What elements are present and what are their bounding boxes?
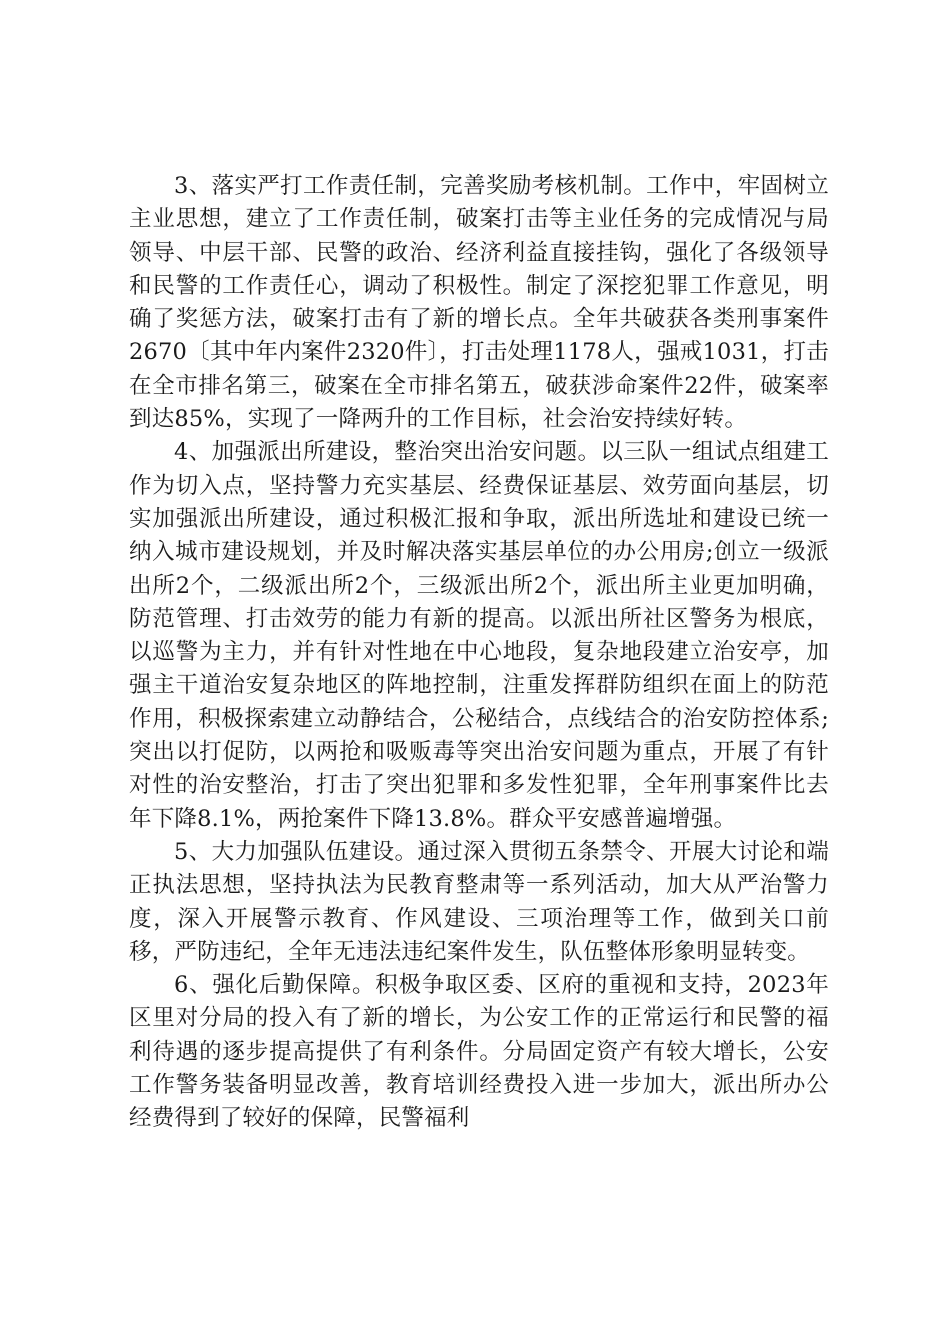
paragraph-5-team-building: 5、大力加强队伍建设。通过深入贯彻五条禁令、开展大讨论和端正执法思想，坚持执法为民教育整肃等一系列活动，加大从严治警力度，深入开展警示教育、作风建设、三项治理等工作，做到关口前移，严防违纪，全年无违法违纪案件发生，队伍整体形象明显转变。 [129,838,829,965]
paragraph-6-logistics-support: 6、强化后勤保障。积极争取区委、区府的重视和支持，2023年区里对分局的投入有了新的增长，为公安工作的正常运行和民警的福利待遇的逐步提高提供了有利条件。分局固定资产有较大增长，公安工作警务装备明显改善，教育培训经费投入进一步加大，派出所办公经费得到了较好的保障，民警福利 [129,972,829,1132]
paragraph-3-strike-responsibility: 3、落实严打工作责任制，完善奖励考核机制。工作中，牢固树立主业思想，建立了工作责任制，破案打击等主业任务的完成情况与局领导、中层干部、民警的政治、经济利益直接挂钩，强化了各级领导和民警的工作责任心，调动了积极性。制定了深挖犯罪工作意见，明确了奖惩方法，破案打击有了新的增长点。全年共破获各类刑事案件2670〔其中年内案件2320件〕，打击处理1178人，强戒1031，打击在全市排名第三，破案在全市排名第五，破获涉命案件22件，破案率到达85%，实现了一降两升的工作目标，社会治安持续好转。 [129,173,829,433]
document-body [129,170,829,1136]
paragraph-4-police-station-building: 4、加强派出所建设，整治突出治安问题。以三队一组试点组建工作为切入点，坚持警力充实基层、经费保证基层、效劳面向基层，切实加强派出所建设，通过积极汇报和争取，派出所选址和建设已统一纳入城市建设规划，并及时解决落实基层单位的办公用房;创立一级派出所2个，二级派出所2个，三级派出所2个，派出所主业更加明确，防范管理、打击效劳的能力有新的提高。以派出所社区警务为根底，以巡警为主力，并有针对性地在中心地段，复杂地段建立治安亭，加强主干道治安复杂地区的阵地控制，注重发挥群防组织在面上的防范作用，积极探索建立动静结合，公秘结合，点线结合的治安防控体系;突出以打促防，以两抢和吸贩毒等突出治安问题为重点，开展了有针对性的治安整治，打击了突出犯罪和多发性犯罪，全年刑事案件比去年下降8.1%，两抢案件下降13.8%。群众平安感普遍增强。 [129,439,829,832]
